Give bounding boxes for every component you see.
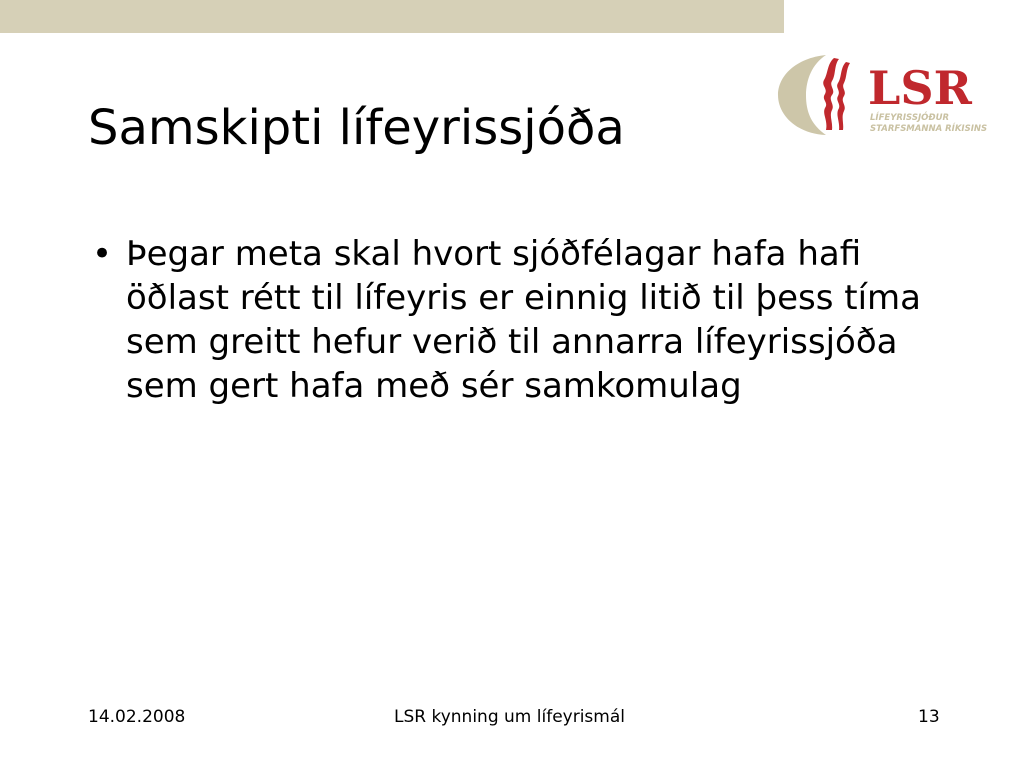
bullet-dot-icon: • [92,234,113,274]
logo-emblem-face [823,58,839,130]
footer-date: 14.02.2008 [88,707,186,727]
bullet-item [92,232,922,408]
logo-subtitle-line1: LÍFEYRISSJÓÐUR [870,113,950,123]
lsr-logo [776,50,1004,140]
header-accent-bar [0,0,784,33]
lsr-logo-graphic [776,50,1004,140]
logo-emblem-crescent [778,55,826,135]
logo-emblem-face [837,62,850,130]
bullet-list [92,232,922,408]
page-number: 13 [918,707,940,727]
bullet-text: Þegar meta skal hvort sjóðfélagar hafa hafi öðlast rétt til lífeyris er einnig litið til þess tíma sem greitt hefur verið til annarra lífeyrissjóða sem gert hafa með sér samkomulag [126,234,922,406]
logo-name: LSR [868,61,972,115]
slide-title: Samskipti lífeyrissjóða [88,100,625,156]
footer-title: LSR kynning um lífeyrismál [394,707,625,727]
logo-subtitle-line2: STARFSMANNA RÍKISINS [870,124,988,134]
